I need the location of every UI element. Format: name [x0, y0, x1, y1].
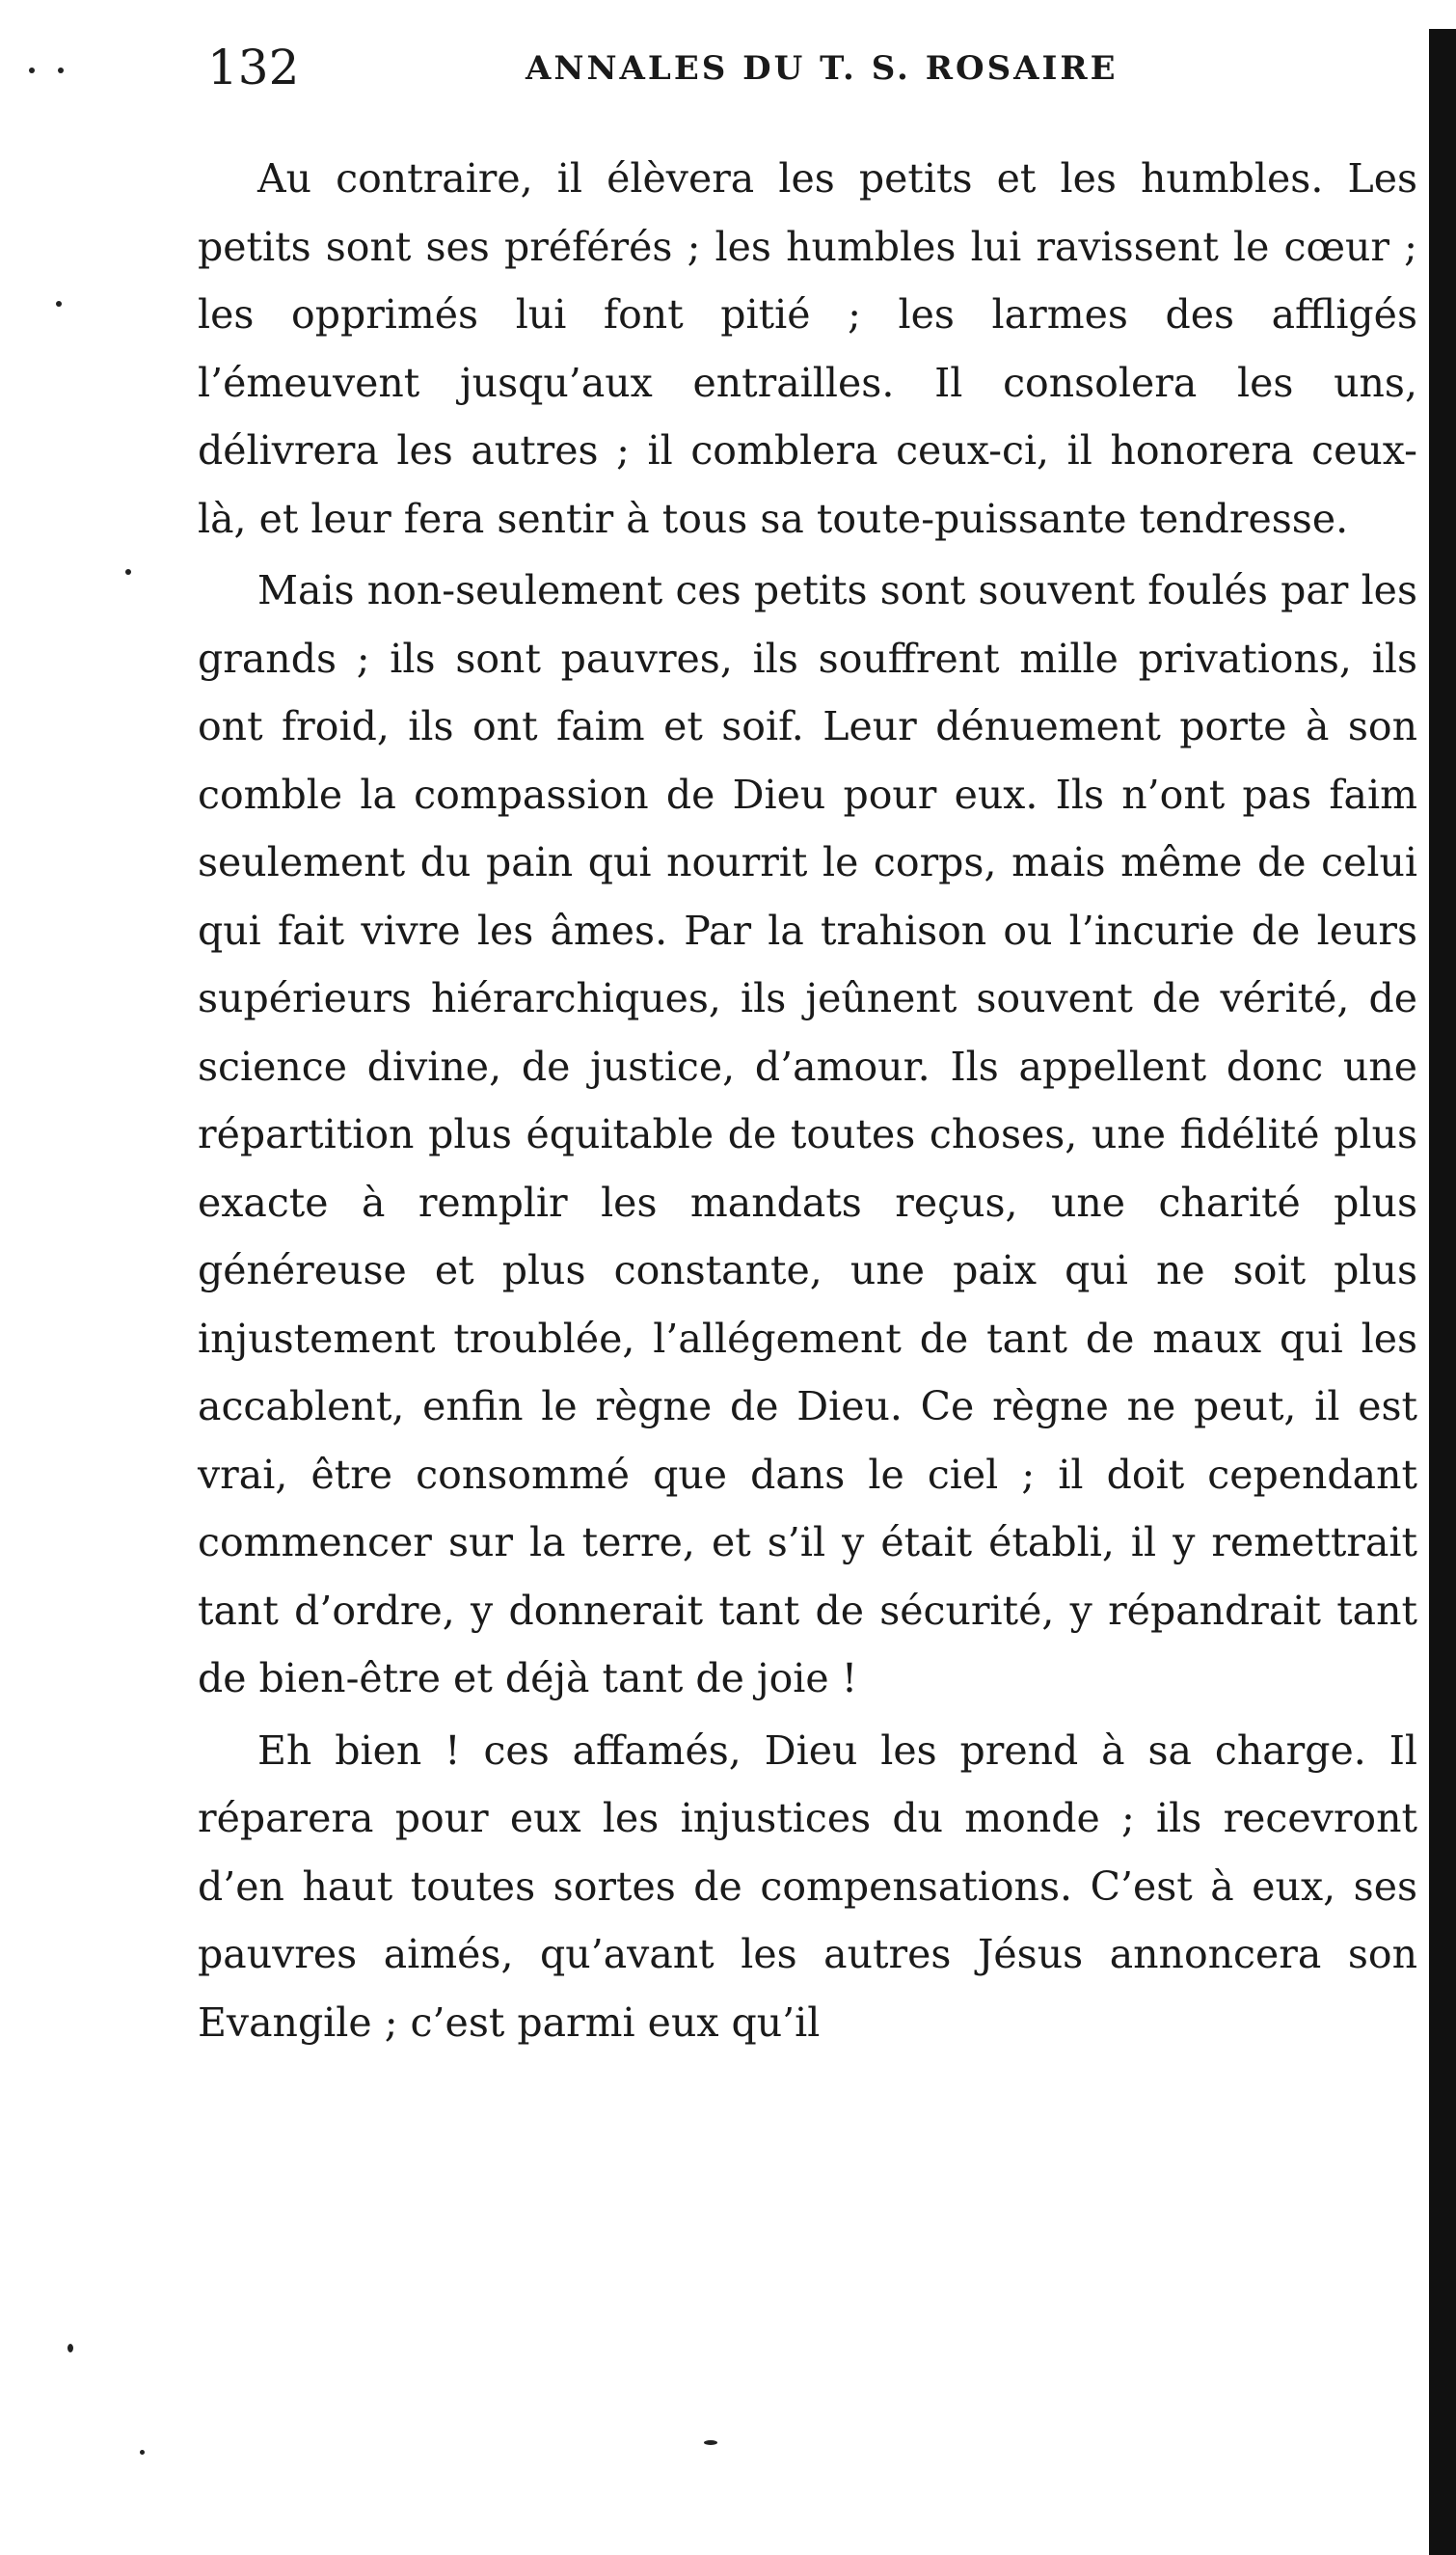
paragraph-3: Eh bien ! ces affamés, Dieu les prend à sa charge. Il réparera pour eux les injustices du monde ; ils recevront d’en haut toutes sortes de compensations. C’est à eux, ses pauvres aimés, qu’avant les autres Jésus annoncera son Evangile ; c’est parmi eux qu’il — [198, 1726, 1417, 2046]
scan-speck — [67, 2344, 73, 2352]
running-title: ANNALES DU T. S. ROSAIRE — [526, 49, 1119, 88]
page-edge-shadow — [1429, 29, 1456, 2555]
page-header — [207, 39, 1403, 96]
page-number: 132 — [207, 40, 300, 95]
scan-speck — [56, 301, 62, 307]
scan-speck — [125, 569, 131, 575]
scan-speck — [704, 2440, 717, 2445]
scan-speck — [29, 68, 35, 73]
scan-speck — [58, 68, 64, 73]
body-text — [198, 145, 1417, 2056]
scan-speck — [140, 2450, 145, 2455]
paragraph-2: Mais non-seulement ces petits sont souvent foulés par les grands ; ils sont pauvres, ils souffrent mille privations, ils ont froid, ils ont faim et soif. Leur dénuement porte à son comble la compassion de Dieu pour eux. Ils n’ont pas faim seulement du pain qui nourrit le corps, mais même de celui qui fait vivre les âmes. Par la trahison ou l’incurie de leurs supérieurs hiérarchiques, ils jeûnent souvent de vérité, de science divine, de justice, d’amour. Ils appellent donc une répartition plus équitable de toutes choses, une fidélité plus exacte à remplir les mandats reçus, une charité plus généreuse et plus constante, une paix qui ne soit plus injustement troublée, l’allégement de tant de maux qui les accablent, enfin le règne de Dieu. Ce règne ne peut, il est vrai, être consommé que dans le ciel ; il doit cependant commencer sur la terre, et s’il y était établi, il y remettrait tant d’ordre, y donnerait tant de sécurité, y répandrait tant de bien-être et déjà tant de joie ! — [198, 567, 1417, 1701]
paragraph-1: Au contraire, il élèvera les petits et les humbles. Les petits sont ses préférés ; les humbles lui ravissent le cœur ; les opprimés lui font pitié ; les larmes des affligés l’émeuvent jusqu’aux entrailles. Il consolera les uns, délivrera les autres ; il comblera ceux-ci, il honorera ceux-là, et leur fera sentir à tous sa toute-puissante tendresse. — [198, 155, 1417, 542]
